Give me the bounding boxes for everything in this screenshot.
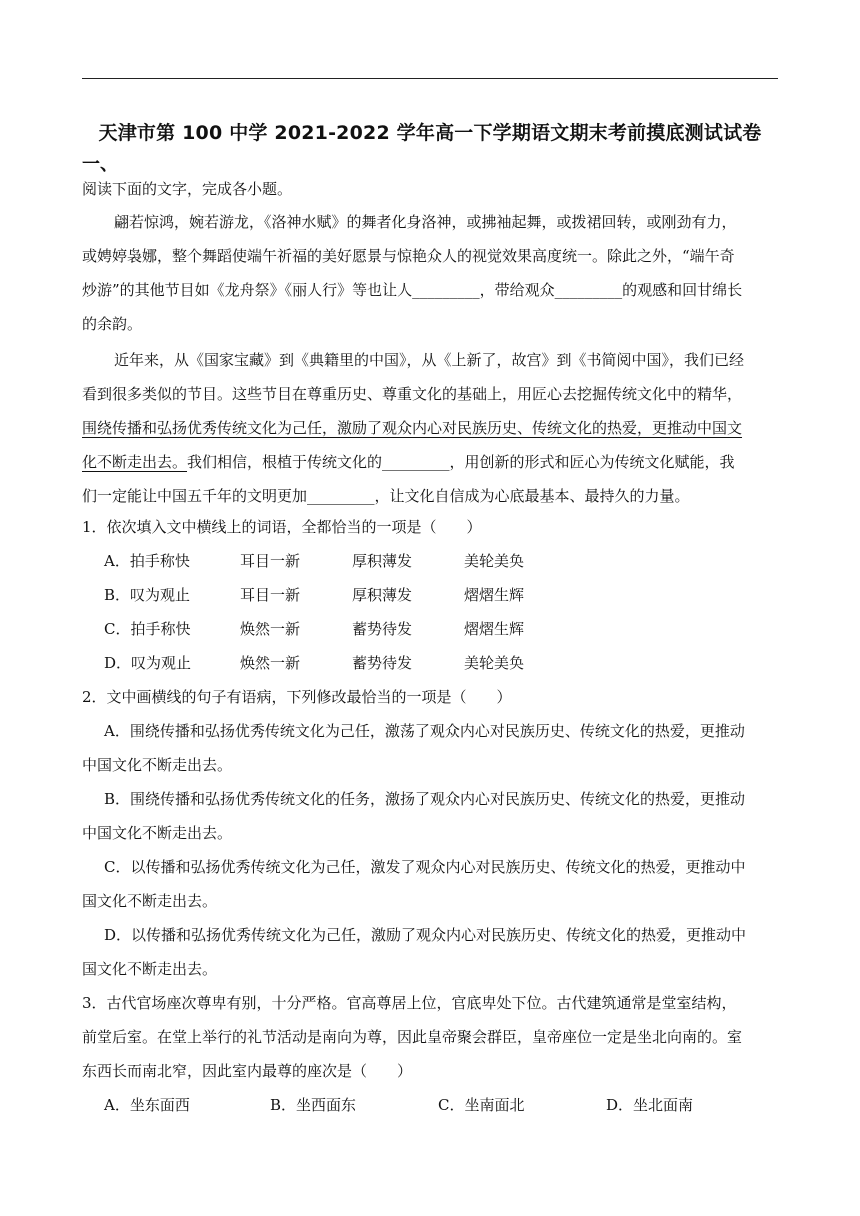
underlined-sentence: 围绕传播和弘扬优秀传统文化为己任，激励了观众内心对民族历史、传统文化的热爱，更推动中国文 <box>82 419 743 437</box>
question-3-stem-cont: 东西长而南北窄，因此室内最尊的座次是（ ） <box>82 1062 413 1080</box>
q1-option-d-word3: 蓄势待发 <box>352 654 413 672</box>
q1-option-a-word2: 耳目一新 <box>240 552 301 570</box>
q3-option-a[interactable]: A．坐东面西 <box>104 1096 190 1114</box>
q2-option-c[interactable]: C．以传播和弘扬优秀传统文化为己任，激发了观众内心对民族历史、传统文化的热爱，更推动中 <box>104 858 746 876</box>
q1-option-b[interactable]: B．叹为观止 <box>104 586 191 604</box>
q2-option-d-cont: 国文化不断走出去。 <box>82 960 218 978</box>
q1-option-a-word4: 美轮美奂 <box>464 552 525 570</box>
passage-line-rest: 我们相信，根植于传统文化的_________，用创新的形式和匠心为传统文化赋能，我 <box>187 453 735 471</box>
question-2-stem: 2．文中画横线的句子有语病，下列修改最恰当的一项是（ ） <box>82 688 512 706</box>
q1-option-b-word4: 熠熠生辉 <box>464 586 525 604</box>
question-3-stem-cont: 前堂后室。在堂上举行的礼节活动是南向为尊，因此皇帝聚会群臣，皇帝座位一定是坐北向南的。室 <box>82 1028 743 1046</box>
q1-option-c-word3: 蓄势待发 <box>352 620 413 638</box>
passage-line: 或娉婷袅娜，整个舞蹈使端午祈福的美好愿景与惊艳众人的视觉效果高度统一。除此之外，“端午奇 <box>82 247 735 265</box>
section-heading: 一、 <box>82 154 118 175</box>
passage-line: 看到很多类似的节目。这些节目在尊重历史、尊重文化的基础上，用匠心去挖掘传统文化中的精华， <box>82 385 743 403</box>
q3-option-c[interactable]: C．坐南面北 <box>438 1096 525 1114</box>
instruction: 阅读下面的文字，完成各小题。 <box>82 180 293 198</box>
q3-option-d[interactable]: D．坐北面南 <box>606 1096 694 1114</box>
q2-option-b[interactable]: B．围绕传播和弘扬优秀传统文化的任务，激扬了观众内心对民族历史、传统文化的热爱，更推动 <box>104 790 746 808</box>
q2-option-d[interactable]: D．以传播和弘扬优秀传统文化为己任，激励了观众内心对民族历史、传统文化的热爱，更推动中 <box>104 926 747 944</box>
passage-line: 的余韵。 <box>82 315 143 333</box>
q1-option-b-word3: 厚积薄发 <box>352 586 413 604</box>
question-3-stem: 3．古代官场座次尊卑有别，十分严格。官高尊居上位，官底卑处下位。古代建筑通常是堂室结构， <box>82 994 737 1012</box>
passage-line: 们一定能让中国五千年的文明更加_________，让文化自信成为心底最基本、最持久的力量。 <box>82 487 690 505</box>
q1-option-c[interactable]: C．拍手称快 <box>104 620 191 638</box>
q2-option-a-cont: 中国文化不断走出去。 <box>82 756 233 774</box>
q2-option-a[interactable]: A．围绕传播和弘扬优秀传统文化为己任，激荡了观众内心对民族历史、传统文化的热爱，更推动 <box>104 722 745 740</box>
passage-line: 近年来，从《国家宝藏》到《典籍里的中国》，从《上新了，故宫》到《书简阅中国》，我们已经 <box>114 351 745 369</box>
q3-option-b[interactable]: B．坐西面东 <box>270 1096 357 1114</box>
q1-option-d-word2: 焕然一新 <box>240 654 301 672</box>
header-rule <box>82 78 778 79</box>
q1-option-b-word2: 耳目一新 <box>240 586 301 604</box>
q2-option-b-cont: 中国文化不断走出去。 <box>82 824 233 842</box>
underlined-sentence-end: 化不断走出去。 <box>82 453 188 471</box>
passage-line: 翩若惊鸿，婉若游龙，《洛神水赋》的舞者化身洛神，或拂袖起舞，或拨裙回转，或刚劲有力， <box>114 213 737 231</box>
q1-option-d-word4: 美轮美奂 <box>464 654 525 672</box>
q1-option-a[interactable]: A．拍手称快 <box>104 552 190 570</box>
q1-option-a-word3: 厚积薄发 <box>352 552 413 570</box>
q1-option-d[interactable]: D．叹为观止 <box>104 654 192 672</box>
q1-option-c-word2: 焕然一新 <box>240 620 301 638</box>
passage-line <box>82 451 782 473</box>
passage-line: 炒游”的其他节目如《龙舟祭》《丽人行》等也让人_________，带给观众_________的观感和回甘绵长 <box>82 281 743 299</box>
exam-title: 天津市第 100 中学 2021-2022 学年高一下学期语文期末考前摸底测试试卷 <box>98 122 762 144</box>
q2-option-c-cont: 国文化不断走出去。 <box>82 892 218 910</box>
question-1-stem: 1．依次填入文中横线上的词语，全都恰当的一项是（ ） <box>82 518 482 536</box>
q1-option-c-word4: 熠熠生辉 <box>464 620 525 638</box>
